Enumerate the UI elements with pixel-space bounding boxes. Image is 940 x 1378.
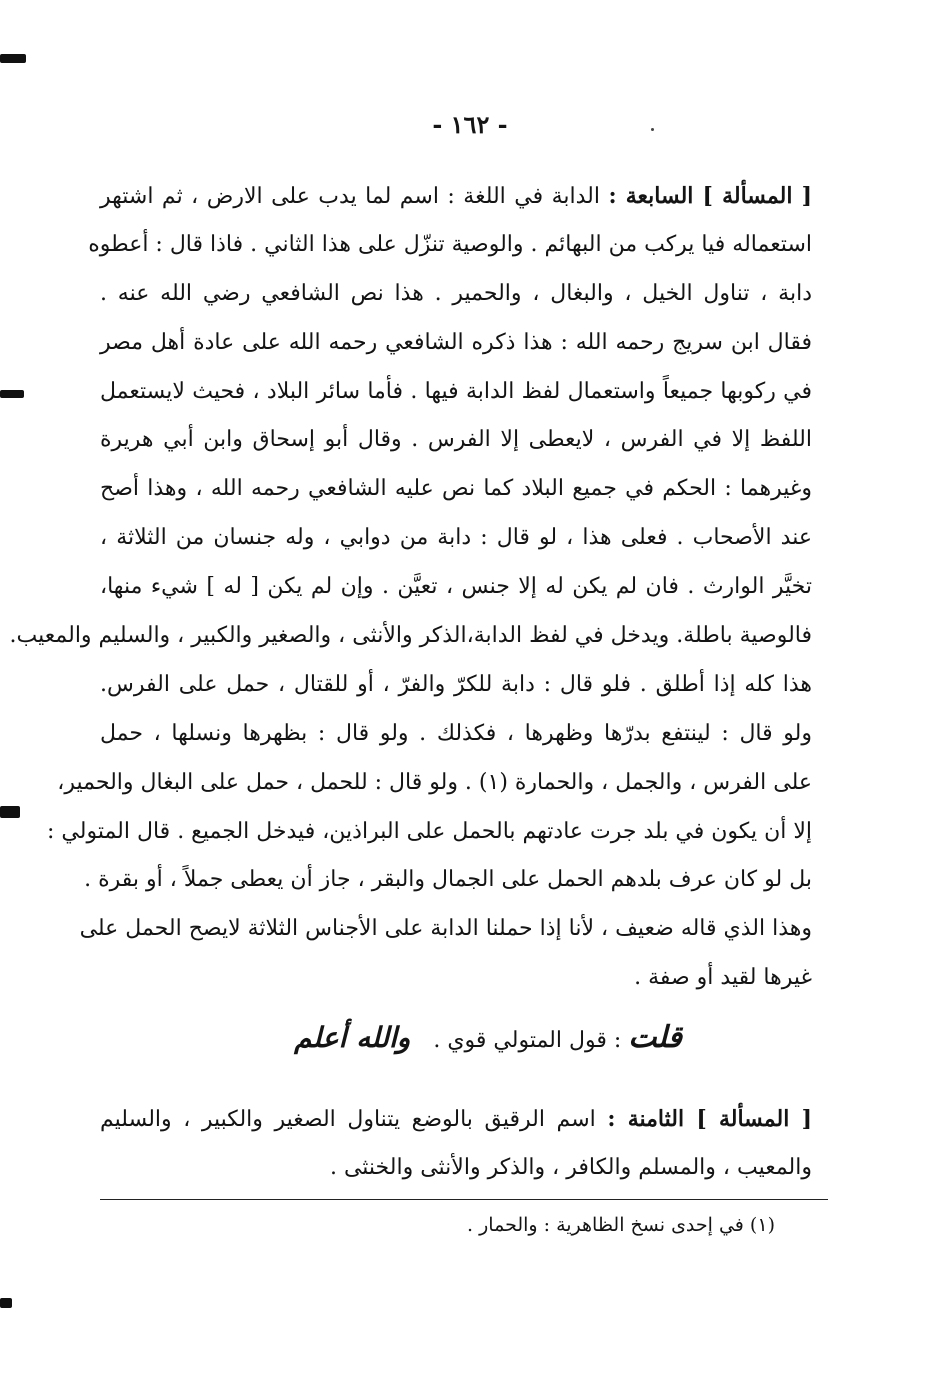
footnote: (١) في إحدى نسخ الظاهرية : والحمار . (467, 1214, 775, 1236)
text-line (100, 465, 812, 514)
line-text: تخيَّر الوارث . فان لم يكن له إلا جنس ، تعيَّن . وإن لم يكن [ له ] شيء منها، (100, 574, 812, 600)
line-text: والمعيب ، والمسلم والكافر ، والذكر والأنثى والخنثى . (329, 1155, 812, 1181)
line-text: الدابة في اللغة : اسم لما يدب على الارض ، ثم اشتهر (100, 184, 609, 209)
page-number: - ١٦٢ - (432, 110, 508, 139)
text-line (47, 808, 812, 857)
text-line (100, 1095, 812, 1144)
comment-label: قلت (628, 1020, 682, 1056)
text-line (100, 368, 812, 417)
scan-edge-mark-bottom (0, 1298, 12, 1308)
text-line (100, 1144, 812, 1193)
body-text (9, 172, 812, 1193)
text-line (9, 612, 812, 661)
text-line (100, 661, 812, 710)
text-line (100, 319, 812, 368)
line-text: فقال ابن سريج رحمه الله : هذا ذكره الشافعي رحمه الله على عادة أهل مصر (100, 329, 812, 355)
scan-edge-mark-middle (0, 390, 24, 398)
text-line (79, 905, 812, 954)
section-gap (100, 1073, 812, 1095)
text-line (100, 563, 812, 612)
footnote-separator (100, 1199, 828, 1200)
line-text: عند الأصحاب . فعلى هذا ، لو قال : دابة من دوابي ، وله جنسان من الثلاثة ، (100, 525, 812, 551)
text-line (100, 710, 812, 759)
line-text: فالوصية باطلة. ويدخل في لفظ الدابة،الذكر والأنثى ، والصغير والكبير ، والسليم والمعيب. (9, 623, 812, 649)
text-line (100, 270, 812, 319)
line-text: ولو قال : لينتفع بدرّها وظهرها ، فكذلك . ولو قال : بظهرها ونسلها ، حمل (100, 720, 812, 746)
text-line (100, 172, 812, 221)
line-text: وهذا الذي قاله ضعيف ، لأنا إذا حملنا الدابة على الأجناس الثلاثة لايصح الحمل على (79, 916, 812, 942)
line-text: غيرها لقيد أو صفة . (634, 965, 812, 991)
issue-heading: [ المسألة ] السابعة : (608, 183, 812, 209)
text-line (100, 954, 812, 1003)
text-line (84, 856, 812, 905)
text-line (100, 514, 812, 563)
text-line (100, 416, 812, 465)
section-eighth-issue (100, 1095, 812, 1193)
scan-edge-mark-top (0, 54, 26, 63)
line-text: دابة ، تناول الخيل ، والبغال ، والحمير . هذا نص الشافعي رضي الله عنه . (100, 280, 812, 306)
text-line (88, 221, 812, 270)
text-line (57, 759, 812, 808)
scan-edge-mark-lower (0, 806, 20, 818)
closing-formula: والله أعلم (294, 1021, 411, 1055)
line-text: على الفرس ، والجمل ، والحمارة (١) . ولو قال : للحمل ، حمل على البغال والحمير، (57, 769, 812, 795)
section-seventh-issue (9, 172, 812, 1003)
line-text: استعماله فيا يركب من البهائم . والوصية تنزّل على هذا الثاني . فاذا قال : أعطوه (88, 231, 812, 257)
line-text: اسم الرقيق بالوضع يتناول الصغير والكبير ، والسليم (100, 1107, 608, 1133)
line-text: اللفظ إلا في الفرس ، لايعطى إلا الفرس . وقال أبو إسحاق وابن أبي هريرة (100, 427, 812, 453)
author-comment (100, 1003, 812, 1073)
comment-text: : قول المتولي قوي . (433, 1028, 622, 1054)
line-text: بل لو كان عرف بلدهم الحمل على الجمال والبقر ، جاز أن يعطى جملاً ، أو بقرة . (84, 867, 812, 893)
line-text: هذا كله إذا أطلق . فلو قال : دابة للكرّ والفرّ ، أو للقتال ، حمل على الفرس. (100, 671, 812, 697)
line-text: وغيرهما : الحكم في جميع البلاد كما نص عليه الشافعي رحمه الله ، وهذا أصح (100, 476, 812, 502)
line-text: في ركوبها جميعاً واستعمال لفظ الدابة فيها . فأما سائر البلاد ، فحيث لايستعمل (100, 378, 812, 404)
line-text: إلا أن يكون في بلد جرت عادتهم بالحمل على البراذين، فيدخل الجميع . قال المتولي : (47, 818, 812, 844)
issue-heading: [ المسألة ] الثامنة : (607, 1106, 812, 1133)
